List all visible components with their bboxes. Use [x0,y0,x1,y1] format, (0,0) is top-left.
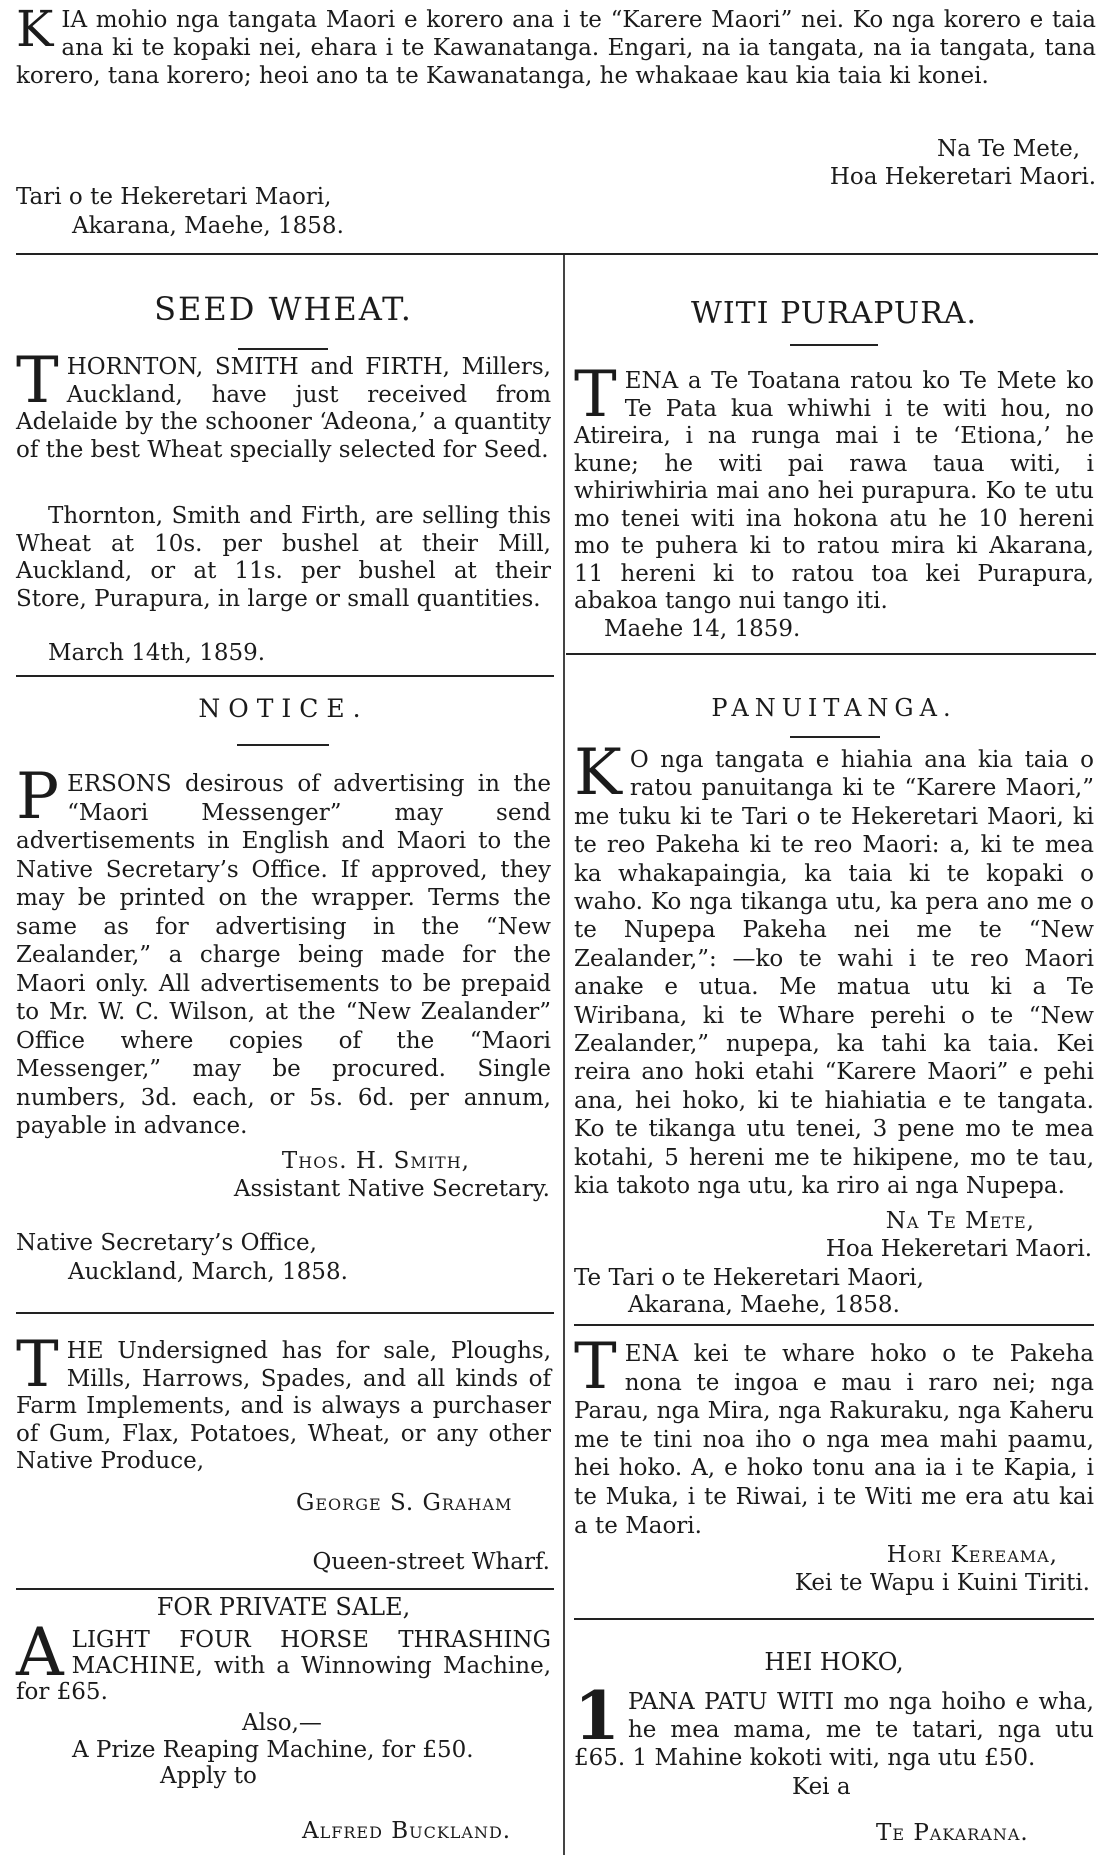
top-notice-signature-title: Hoa Hekeretari Maori. [829,164,1096,190]
panuitanga-place-line-2: Akarana, Maehe, 1858. [628,1292,900,1318]
private-sale-line-2: A Prize Reaping Machine, for £50. [72,1737,474,1763]
drop-cap: P [16,760,60,834]
witi-purapura-date: Maehe 14, 1859. [604,616,801,642]
title-rule [237,744,329,746]
drop-cap: T [16,1328,59,1402]
panuitanga-signature-name: Na Te Mete, [885,1208,1035,1234]
notice-signature-name: Thos. H. Smith, [281,1148,470,1174]
hei-hoko-body: 1 PANA PATU WITI mo nga hoiho e wha, he mea mama, me te tatari, nga utu £65. 1 Mahine kokoti witi, nga utu £50. [574,1677,1094,1771]
graham-ad-signature-place: Queen-street Wharf. [312,1549,550,1575]
hei-hoko-signature: Te Pakarana. [876,1820,1029,1846]
title-rule [238,348,328,350]
notice-title: NOTICE. [198,694,369,723]
full-width-divider [16,253,1098,255]
private-sale-signature: Alfred Buckland. [302,1818,512,1844]
drop-cap: K [16,0,54,58]
notice-signature-title: Assistant Native Secretary. [233,1176,550,1202]
section-divider [16,1588,554,1590]
section-divider [574,1618,1094,1620]
private-sale-title: FOR PRIVATE SALE, [156,1593,411,1621]
section-divider [16,675,554,677]
title-rule [790,736,880,738]
tena-ad-signature-place: Kei te Wapu i Kuini Tiriti. [794,1570,1090,1596]
top-notice-place-line-1: Tari o te Hekeretari Maori, [16,184,332,210]
drop-cap: 1 [574,1677,620,1755]
drop-cap: T [16,344,59,418]
section-divider [574,1324,1094,1326]
seed-wheat-date: March 14th, 1859. [48,640,266,666]
tena-ad-signature-name: Hori Kereama, [886,1542,1058,1568]
notice-place-line-2: Auckland, March, 1858. [68,1259,348,1285]
title-rule [790,344,878,346]
top-notice-signature-name: Na Te Mete, [937,136,1080,162]
drop-cap: A [16,1614,64,1691]
private-sale-apply: Apply to [160,1763,257,1789]
top-notice-place-line-2: Akarana, Maehe, 1858. [72,213,344,239]
seed-wheat-para-1: THORNTON, SMITH and FIRTH, Millers, Auckland, have just received from Adelaide by the schooner ‘Adeona,’ a quantity of the best Wheat specially selected for Seed. [16,344,551,463]
hei-hoko-kei-a: Kei a [792,1774,851,1800]
seed-wheat-para-2: Thornton, Smith and Firth, are selling this Wheat at 10s. per bushel at their Mill, Auckland, or at 11s. per bushel at their Store, Purapura, in large or small quantities. [16,503,551,612]
column-divider [563,255,565,1855]
notice-body: PERSONS desirous of advertising in the “Maori Messenger” may send advertisements in English and Maori to the Native Secretary’s Office. If approved, they may be printed on the wrapper. Terms the same as for advertising in the “New Zealander,” a charge being made for the Maori only. All advertisements to be prepaid to Mr. W. C. Wilson, at the “New Zealander” Office where copies of the “Maori Messenger,” may be procured. Single numbers, 3d. each, or 5s. 6d. per annum, payable in advance. [16,760,551,1139]
drop-cap: T [574,1330,617,1404]
witi-purapura-body: TENA a Te Toatana ratou ko Te Mete ko Te Pata kua whiwhi i te witi hou, no Atireira, i na runga mai i te ‘Etiona,’ he kune; he witi pai rawa taua witi, i whiriwhiria mai ano hei purapura. Ko te utu mo tenei witi ina hokona atu he 10 hereni mo te puhera ki to ratou mira ki Akarana, 11 hereni ki to ratou toa kei Purapura, abakoa tango nui tango iti. [574,358,1094,614]
section-divider [566,653,1096,655]
hei-hoko-title: HEI HOKO, [764,1648,904,1676]
graham-ad-body: THE Undersigned has for sale, Ploughs, Mills, Harrows, Spades, and all kinds of Farm Implements, and is always a purchaser of Gum, Flax, Potatoes, Wheat, or any other Native Produce, [16,1328,551,1474]
panuitanga-signature-title: Hoa Hekeretari Maori. [825,1236,1092,1262]
top-notice-body: KIA mohio nga tangata Maori e korero ana i te “Karere Maori” nei. Ko nga korero e taia ana ki te kopaki nei, ehara i te Kawanatanga. Engari, na ia tangata, na ia tangata, tana korero, tana korero; heoi ano ta te Kawanatanga, he whakaae kau kia taia ki konei. [16,0,1096,89]
panuitanga-body: K O nga tangata e hiahia ana kia taia o ratou panuitanga ki te “Karere Maori,” me tuku ki te Tari o te Hekeretari Maori, ki te reo Pakeha ki te reo Maori: a, ki te mea ka whakapaingia, ka taia ki te kopaki o waho. Ko nga tikanga utu, ka pera ano me o te Nupepa Pakeha nei me te “New Zealander,”: —ko te wahi i te reo Maori anake e utua. Me matua utu ki a Te Wiribana, ki te Whare perehi o te “New Zealander,” nupepa, ka tahi ka taia. Kei reira ano hoki etahi “Karere Maori” e pehi ana, hei hoko, ki te hiahiatia e te tangata. Ko te tikanga utu tenei, 3 pene mo te mea kotahi, 5 hereni me te hikipene, mo te tau, kia takoto nga utu, ka riro ai nga Nupepa. [574,736,1094,1200]
drop-cap: K [574,736,622,810]
section-divider [16,1312,554,1314]
private-sale-body: ALIGHT FOUR HORSE THRASHING MACHINE, with a Winnowing Machine, for £65. [16,1614,551,1705]
notice-place-line-1: Native Secretary’s Office, [16,1230,317,1256]
graham-ad-signature-name: George S. Graham [296,1490,513,1516]
private-sale-also: Also,— [242,1710,322,1736]
seed-wheat-title: SEED WHEAT. [154,290,413,328]
panuitanga-title: PANUITANGA. [711,694,957,722]
tena-ad-body: TENA kei te whare hoko o te Pakeha nona te ingoa e mau i raro nei; nga Parau, nga Mira, nga Rakuraku, nga Kaheru me te tini noa iho o nga mea mahi paamu, hei hoko. A, e hoko tonu ana ia i te Kapia, i te Muka, i te Riwai, i te Witi me era atu kai a te Maori. [574,1330,1094,1539]
panuitanga-place-line-1: Te Tari o te Hekeretari Maori, [574,1265,924,1291]
drop-cap: T [574,358,617,432]
witi-purapura-title: WITI PURAPURA. [690,296,977,331]
